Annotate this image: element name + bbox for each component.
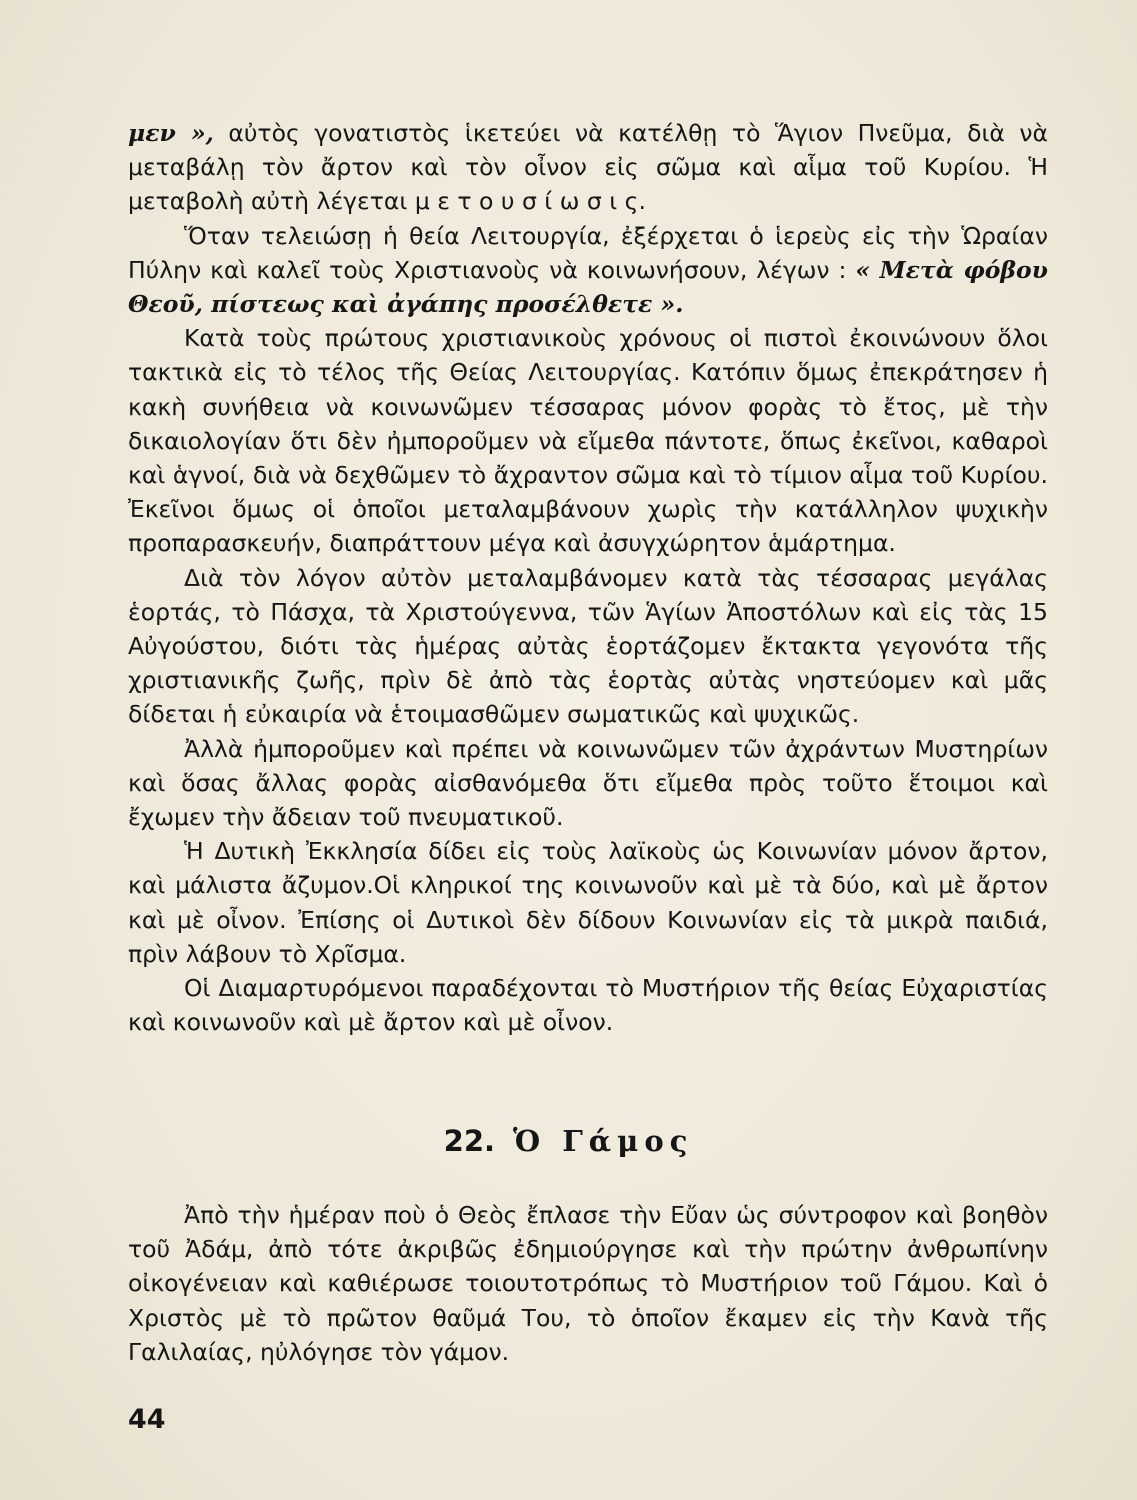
liturgical-quote: « Μετὰ φόβου Θεοῦ, πίστεως καὶ ἀγάπης προσέλθετε ». (128, 255, 1048, 319)
paragraph-7: Οἱ Διαμαρτυρόμενοι παραδέχονται τὸ Μυστήριον τῆς θείας Εὐχαριστίας καὶ κοινωνοῦν καὶ μὲ ἄρτον καὶ μὲ οἶνον. (128, 974, 1048, 1037)
paragraph-5: Ἀλλὰ ἠμποροῦμεν καὶ πρέπει νὰ κοινωνῶμεν τῶν ἀχράντων Μυστηρίων καὶ ὅσας ἄλλας φορὰς αἰσθανόμεθα ὅτι εἴμεθα πρὸς τοῦτο ἕτοιμοι καὶ ἔχωμεν τὴν ἄδειαν τοῦ πνευματικοῦ. (128, 734, 1048, 832)
paragraph-6: Ἡ Δυτικὴ Ἐκκλησία δίδει εἰς τοὺς λαϊκοὺς ὡς Κοινωνίαν μόνον ἄρτον, καὶ μάλιστα ἄζυμον.Οἱ κληρικοί της κοινωνοῦν καὶ μὲ τὰ δύο, καὶ μὲ ἄρτον καὶ μὲ οἶνον. Ἐπίσης οἱ Δυτικοὶ δὲν δίδουν Κοινωνίαν εἰς τὰ μικρὰ παιδιά, πρὶν λάβουν τὸ Χρῖσμα. (128, 837, 1048, 968)
section-number: 22. (443, 1124, 496, 1158)
paragraph-1-text: αὐτὸς γονατιστὸς ἱκετεύει νὰ κατέλθῃ τὸ Ἅγιον Πνεῦμα, διὰ νὰ μεταβάλῃ τὸν ἄρτον καὶ τὸν οἶνον εἰς σῶμα καὶ αἷμα τοῦ Κυρίου. Ἡ μεταβολὴ αὐτὴ λέγεται μ ε τ ο υ σ ί ω σ ι ς. (128, 119, 1048, 216)
paragraph-1 (128, 116, 1048, 219)
italic-fragment: μεν », (128, 119, 214, 147)
section-heading (0, 1124, 1137, 1158)
page-number: 44 (128, 1404, 166, 1435)
section-title: Ὁ Γάμος (513, 1124, 694, 1158)
paragraph-2 (128, 219, 1048, 322)
section-body-text (128, 1198, 1048, 1369)
paragraph-2-text: Ὅταν τελειώσῃ ἡ θεία Λειτουργία, ἐξέρχεται ὁ ἱερεὺς εἰς τὴν Ὡραίαν Πύλην καὶ καλεῖ τοὺς Χριστιανοὺς νὰ κοινωνήσουν, λέγων : (128, 221, 1048, 284)
section-paragraph-1: Ἀπὸ τὴν ἡμέραν ποὺ ὁ Θεὸς ἔπλασε τὴν Εὔαν ὡς σύντροφον καὶ βοηθὸν τοῦ Ἀδάμ, ἀπὸ τότε ἀκριβῶς ἐδημιούργησε καὶ τὴν πρώτην ἀνθρωπίνην οἰκογένειαν καὶ καθιέρωσε τοιουτοτρόπως τὸ Μυστήριον τοῦ Γάμου. Καὶ ὁ Χριστὸς μὲ τὸ πρῶτον θαῦμά Του, τὸ ὁποῖον ἔκαμεν εἰς τὴν Κανὰ τῆς Γαλιλαίας, ηὐλόγησε τὸν γάμον. (128, 1201, 1048, 1366)
body-text (128, 116, 1048, 1039)
paragraph-3: Κατὰ τοὺς πρώτους χριστιανικοὺς χρόνους οἱ πιστοὶ ἐκοινώνουν ὅλοι τακτικὰ εἰς τὸ τέλος τῆς Θείας Λειτουργίας. Κατόπιν ὅμως ἐπεκράτησεν ἡ κακὴ συνήθεια νὰ κοινωνῶμεν τέσσαρας μόνον φορὰς τὸ ἔτος, μὲ τὴν δικαιολογίαν ὅτι δὲν ἠμποροῦμεν νὰ εἴμεθα πάντοτε, ὅπως ἐκεῖνοι, καθαροὶ καὶ ἁγνοί, διὰ νὰ δεχθῶμεν τὸ ἄχραντον σῶμα καὶ τὸ τίμιον αἷμα τοῦ Κυρίου. Ἐκεῖνοι ὅμως οἱ ὁποῖοι μεταλαμβάνουν χωρὶς τὴν κατάλληλον ψυχικὴν προπαρασκευήν, διαπράττουν μέγα καὶ ἀσυγχώρητον ἁμάρτημα. (128, 324, 1048, 558)
paragraph-4: Διὰ τὸν λόγον αὐτὸν μεταλαμβάνομεν κατὰ τὰς τέσσαρας μεγάλας ἑορτάς, τὸ Πάσχα, τὰ Χριστούγεννα, τῶν Ἁγίων Ἀποστόλων καὶ εἰς τὰς 15 Αὐγούστου, διότι τὰς ἡμέρας αὐτὰς ἑορτάζομεν ἔκτακτα γεγονότα τῆς χριστιανικῆς ζωῆς, πρὶν δὲ ἀπὸ τὰς ἑορτὰς αὐτὰς νηστεύομεν καὶ μᾶς δίδεται ἡ εὐκαιρία νὰ ἑτοιμασθῶμεν σωματικῶς καὶ ψυχικῶς. (128, 563, 1048, 729)
